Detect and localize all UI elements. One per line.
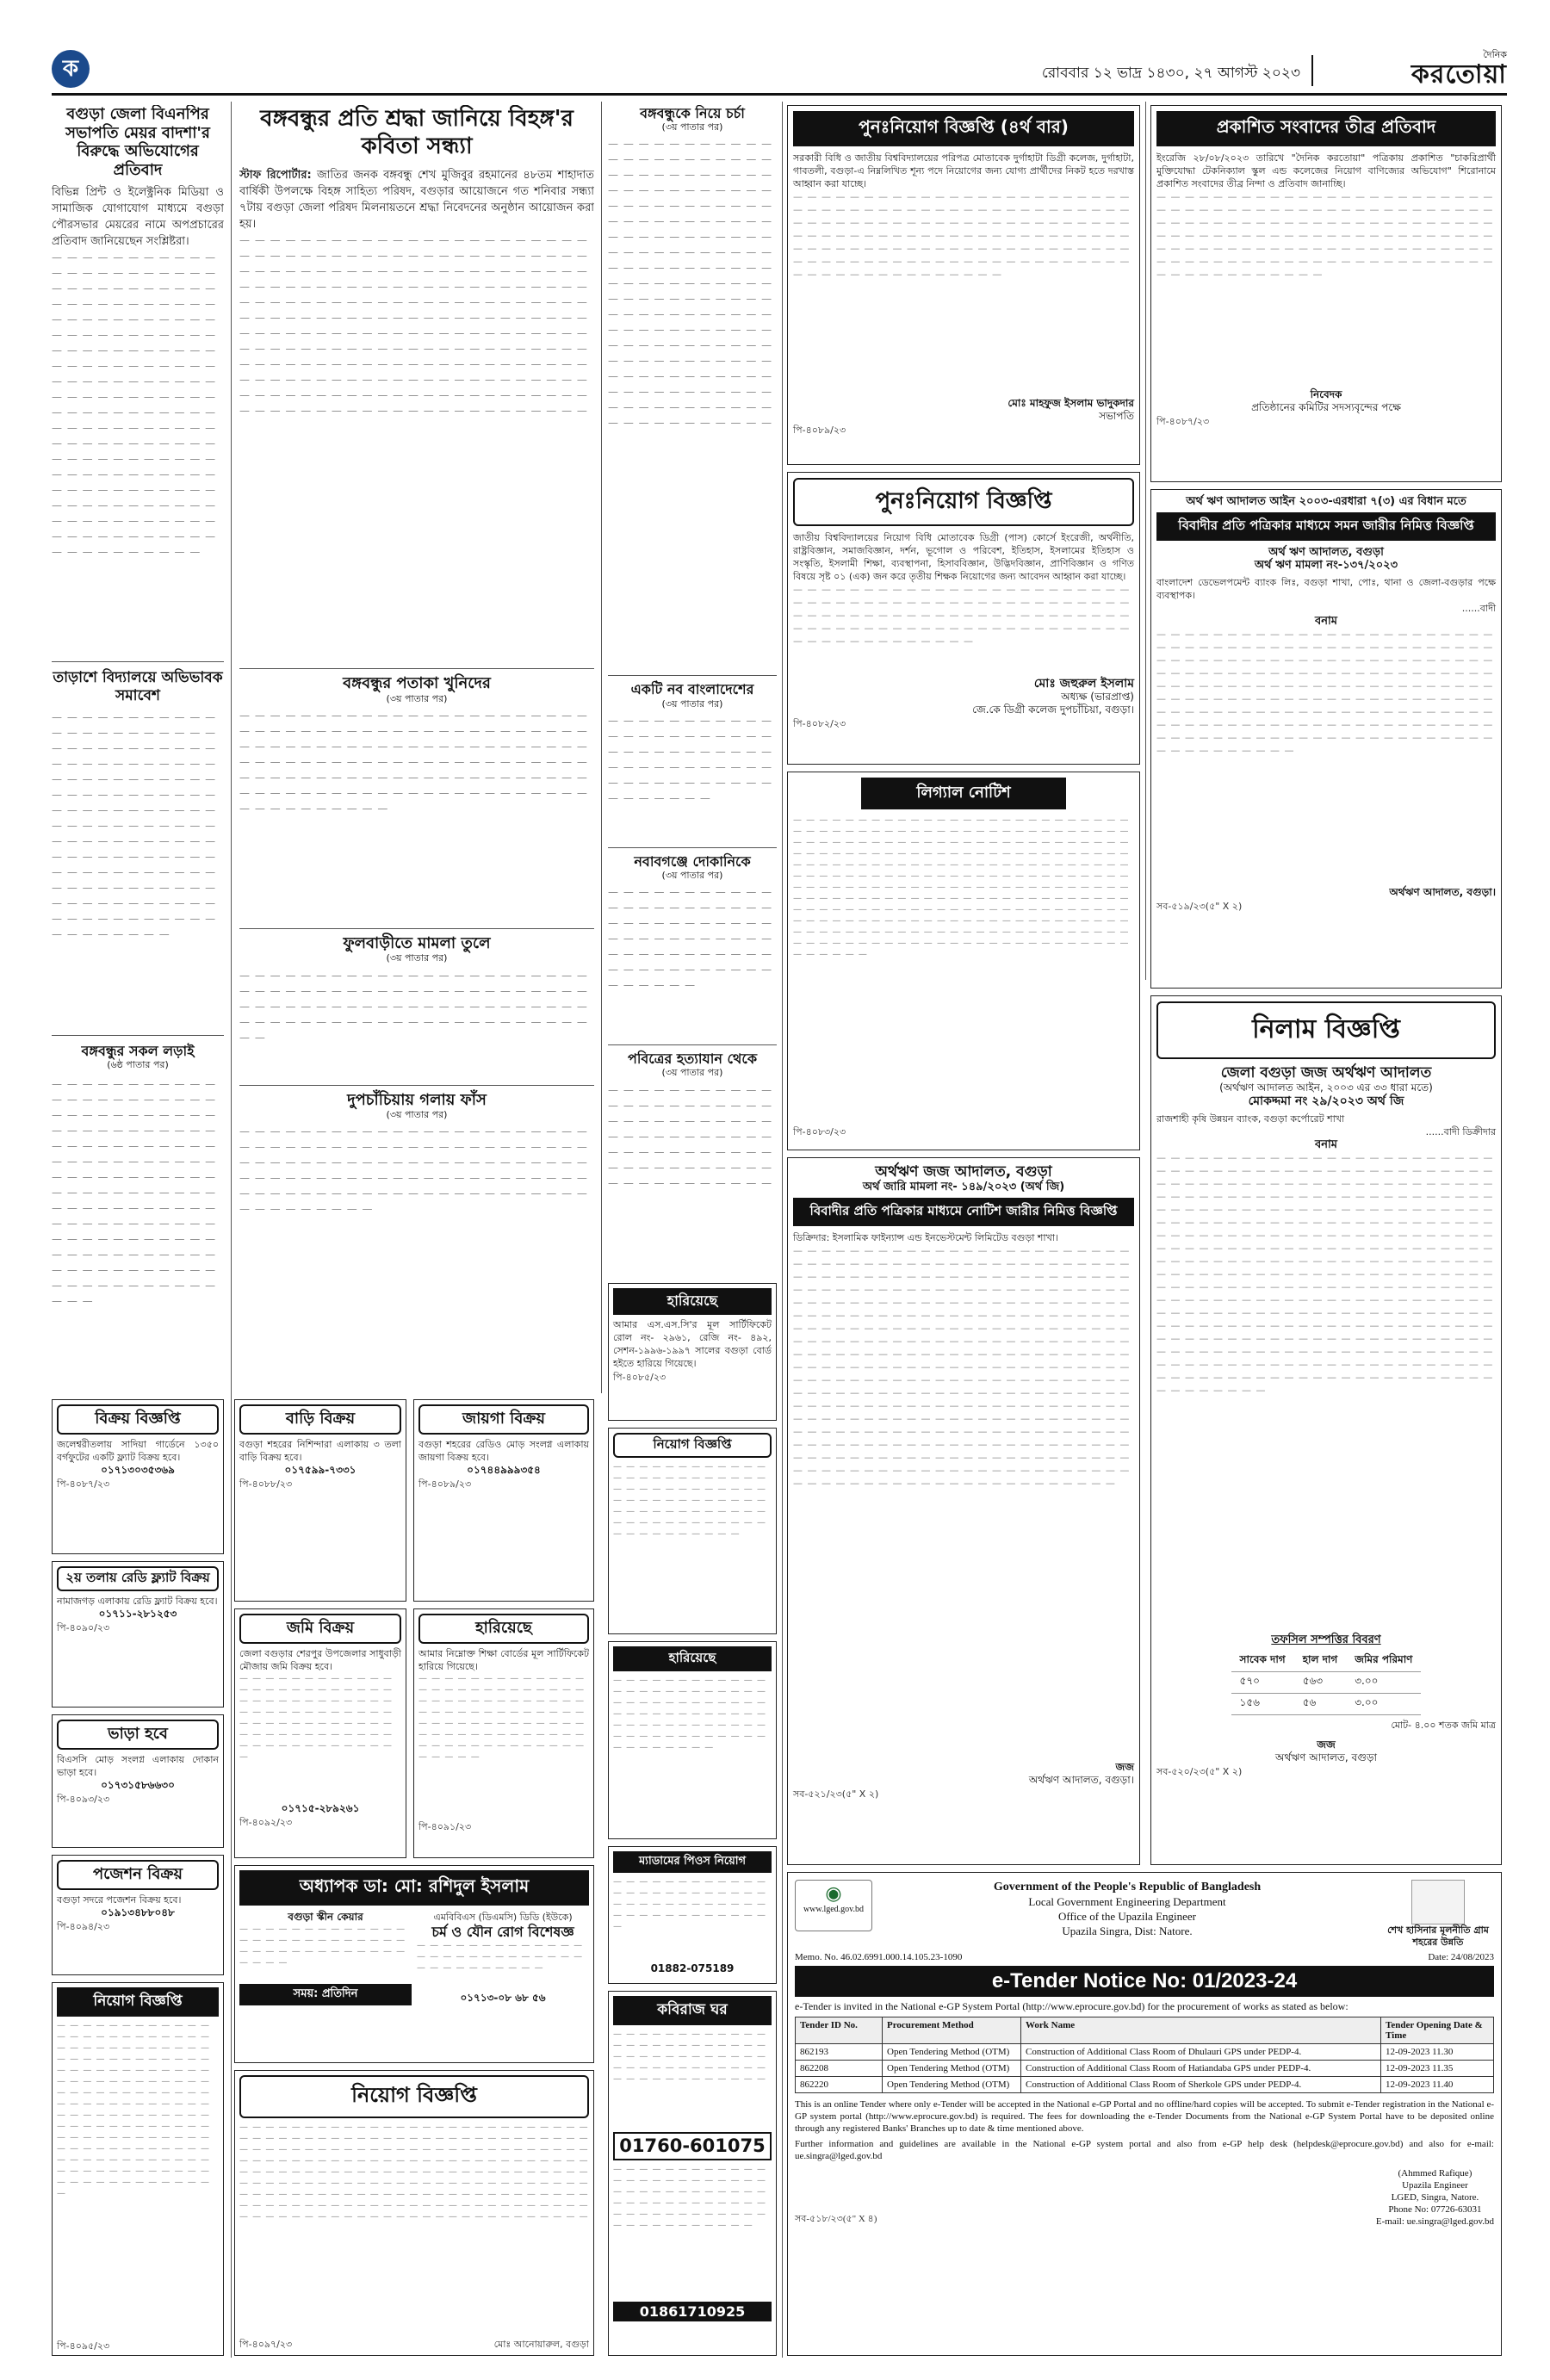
ad-signer: মোঃ জহুরুল ইসলাম (1033, 677, 1134, 691)
ad-jomi-sale: জমি বিক্রয় জেলা বগুড়ার শেরপুর উপজেলার সাধুবাড়ী মৌজায় জমি বিক্রয় হবে। — — — — — — — — — — — — — — — — — — — — — — — — — — — — — — — — — — — — — — — — — — — — — — — — — — — — — — — — — — — — — — — — — — — — — — — — — — — — — — — — — — — — — ০১৭১৫-২৮৯২৬১ পি-৪০৯২/২৩ (234, 1608, 406, 1858)
ad-phone: ০১৯১৩৪৮৮০৪৮ (101, 1906, 175, 1918)
ad-e-tender (787, 1872, 1502, 2356)
headline-nawabganj: নবাবগঞ্জে দোকানিকে (634, 852, 751, 870)
ad-title: বিক্রয় বিজ্ঞপ্তি (57, 1404, 219, 1435)
table-total: মোট- ৪.০০ শতক জমি মাত্র (1391, 1719, 1496, 1731)
signer-title: Upazila Engineer (1402, 2180, 1468, 2191)
ad-signer-title: প্রতিষ্ঠানের কমিটির সদস্যবৃন্দের পক্ষে (1251, 401, 1401, 413)
plaintiff: ডিক্রিদার: ইসলামিক ফাইন্যান্স এন্ড ইনভেস্টমেন্ট লিমিটেড বগুড়া শাখা। (793, 1231, 1058, 1243)
page-header (52, 50, 1507, 96)
ad-code: পি-৪০৮২/২৩ (793, 718, 846, 729)
story-new-bd-body: — — — — — — — — — — — — — — — — — — — — — — — — — — — — — — — — — — — — — — — — — — — — — — — — — — — — — — — — — — — — — — (608, 714, 773, 804)
tender-location: Upazila Singra, Dist: Natore. (1062, 1924, 1193, 1937)
ad-kobiraj: কবিরাজ ঘর — — — — — — — — — — — — — — — — — — — — — — — — — — — — — — — — — — — — — — — — — — — — — — — — — — — — — — — — — — — — 01760-601075 — — — — — — — — — — — — — — — — — — — — — — — — — — — — — — — — — — — — — — — — — — — — — — — — — — — — — — — — — — — — — — — — — — — — — — — 01861710925 (608, 1991, 777, 2356)
ad-code: পি-৪০৮৮/২৩ (239, 1478, 293, 1490)
ad-signer: জজ (1115, 1760, 1134, 1773)
story-bnp-lead: বিভিন্ন প্রিন্ট ও ইলেক্ট্রনিক মিডিয়া ও সামাজিক যোগাযোগ মাধ্যমে বগুড়া পৌরসভার মেয়রের নামে অপপ্রচারের প্রতিবাদ জানিয়েছেন সংশ্লিষ্টরা। (52, 186, 224, 249)
table-cell: 12-09-2023 11.35 (1381, 2061, 1494, 2077)
story-pabitra-body: — — — — — — — — — — — — — — — — — — — — — — — — — — — — — — — — — — — — — — — — — — — — — — — — — — — — — — — — — — — — — — — — — — — — — — — — — — — — — (608, 1083, 773, 1189)
ad-title: ম্যাডামের পিওস নিয়োগ (613, 1851, 772, 1873)
portrait-icon (1411, 1880, 1465, 1924)
court-name: জেলা বগুড়া জজ অর্থঋণ আদালত (1220, 1064, 1432, 1082)
tender-further: Further information and guidelines are available in the National e-GP system portal and also from e-GP help desk (helpdesk@eprocure.gov.bd) and also for e-mail: ue.singra@lged.gov.bd (795, 2139, 1494, 2161)
ad-text: নামাজগড় এলাকায় রেডি ফ্ল্যাট বিক্রয় হবে। (57, 1596, 218, 1607)
ad-job-big: নিয়োগ বিজ্ঞপ্তি — — — — — — — — — — — — — — — — — — — — — — — — — — — — — — — — — — — — — — — — — — — — — — — — — — — — — — — — — — — — — — — — — — — — — — — — — — — — — — — — — — — — — — — — — — — — — — — — — — — — — — — — — — — — — — — — — — — — — — — — — — — — — — — — — — — — — — — — — — — — — — — — — — — — — — — — — — — — — — — — — — — — — — — — — — — — — — — — — — — — — — — — — — — — — — — — — — — — — — — — — — — — — — — — — — — — — — — — — — — — — — — — — — — — — — — — — — — — — — — — — — — পি-৪০৯৭/২৩ মোঃ আনোয়ারুল, বগুড়া (234, 2070, 594, 2356)
continued-from: (৩য় পাতার পর) (661, 869, 723, 881)
ad-banner: বিবাদীর প্রতি পত্রিকার মাধ্যমে নোটিশ জারীর নিমিত্ত বিজ্ঞপ্তি (793, 1198, 1134, 1226)
table-cell: Open Tendering Method (OTM) (883, 2061, 1021, 2077)
table-cell: ১৫৬ (1231, 1693, 1294, 1714)
act-reference: (অর্থঋণ আদালত আইন, ২০০৩ এর ৩৩ ধারা মতে) (1219, 1082, 1433, 1094)
continued-from: (৩য় পাতার পর) (386, 952, 448, 964)
continued-from: (৩য় পাতার পর) (661, 1067, 723, 1079)
tender-note: This is an online Tender where only e-Tender will be accepted in the National e-GP Portal and no offline/hard copies will be accepted. To submit e-Tender registration in the National e-GP system portal (http://www.eprocure.gov.bd) is required. The fees for downloading the e-Tender Documents from the National e-GP System Portal have to be deposited online through any registered Banks' Branches up to date & time mentioned above. (795, 2099, 1494, 2134)
lged-logo-icon: ◉ www.lged.gov.bd (795, 1880, 872, 1931)
ad-code: পি-৪০৮৫/২৩ (613, 1372, 666, 1383)
table-cell: ৫৭০ (1231, 1671, 1294, 1693)
table-row (796, 2044, 1494, 2061)
headline-pabitra: পবিত্রের হত্যাযান থেকে (627, 1051, 758, 1068)
table-cell: 12-09-2023 11.30 (1381, 2044, 1494, 2061)
ad-title: জায়গা বিক্রয় (418, 1404, 589, 1435)
ad-title: নিয়োগ বিজ্ঞপ্তি (239, 2075, 589, 2118)
table-cell: Open Tendering Method (OTM) (883, 2077, 1021, 2093)
tender-office: Office of the Upazila Engineer (1057, 1910, 1197, 1923)
serial-phone: ০১৭১৩-০৮ ৬৮ ৫৬ (460, 1992, 546, 2005)
paper-logo-icon: ক (52, 50, 90, 88)
headline-sports-league: বঙ্গবন্ধুর পতাকা খুনিদের (343, 674, 491, 692)
ad-protest: প্রকাশিত সংবাদের তীব্র প্রতিবাদ ইংরেজি ২৮/০৮/২০২৩ তারিখে "দৈনিক করতোয়া" পত্রিকায় প্রকাশিত "চাকরিপ্রার্থী মুক্তিযোদ্ধা টেকনিক্যাল স্কুল এন্ড কলেজের নিয়োগ বাণিজ্যের অভিযোগ" শিরোনামে প্রকাশিত সংবাদের তীব্র নিন্দা ও প্রতিবাদ জানাচ্ছি। — — — — — — — — — — — — — — — — — — — — — — — — — — — — — — — — — — — — — — — — — — — — — — — — — — — — — — — — — — — — — — — — — — — — — — — — — — — — — — — — — — — — — — — — — — — — — — — — — — — — — — — — — — — — — — — — — — — — — — — — — — — — — — — — — — — — — — — — — — — — — — — — — — — — — — — — — — — — নিবেদক প্রতিষ্ঠানের কমিটির সদস্যবৃন্দের পক্ষে পি-৪০৮৭/২৩ (1150, 105, 1502, 482)
court-name: অর্থঋণ জজ আদালত, বগুড়া (875, 1163, 1052, 1181)
ad-title: পুনঃনিয়োগ বিজ্ঞপ্তি (৪র্থ বার) (793, 111, 1134, 146)
story-bnp-body: — — — — — — — — — — — — — — — — — — — — — — — — — — — — — — — — — — — — — — — — — — — — — — — — — — — — — — — — — — — — — — — — — — — — — — — — — — — — — — — — — — — — — — — — — — — — — — — — — — — — — — — — — — — — — — — — — — — — — — — — — — — — — — — — — — — — — — — — — — — — — — — — — — — — — — — — — — — — — — — — — — — — — — — — — — — — — — — — — — — — — — — — — — — — — — — — — — — — — — — — — — — — — — — — — — — — — — — — — — — (52, 251, 217, 559)
issue-date: রোববার ১২ ভাদ্র ১৪৩০, ২৭ আগস্ট ২০২৩ (1041, 65, 1300, 82)
ad-title: লিগ্যাল নোটিশ (861, 778, 1066, 809)
story-dupchanchia-body: — — — — — — — — — — — — — — — — — — — — — — — — — — — — — — — — — — — — — — — — — — — — — — — — — — — — — — — — — — — — — — — — — — — — — — — — — — — — — — — — — — — — — — — — — — — — — — — — — — — — — — — — — — — — — — — — — — — — — — — — — — — — (239, 1125, 588, 1216)
ad-text: বিএসসি মোড় সংলগ্ন এলাকায় দোকান ভাড়া হবে। (57, 1754, 219, 1778)
table-header-row (796, 2017, 1494, 2044)
role-plaintiff: ......বাদী ডিক্রীদার (1425, 1125, 1496, 1137)
ad-text: জলেশ্বরীতলায় সাদিয়া গার্ডেনে ১৩৫০ বর্গফুটের একটি ফ্ল্যাট বিক্রয় হবে। (57, 1439, 219, 1463)
ad-sale-notice (52, 1399, 224, 1554)
ad-phone-2: 01861710925 (613, 2302, 772, 2321)
ad-code: পি-৪০৯২/২৩ (239, 1817, 293, 1828)
story-tarash-body: — — — — — — — — — — — — — — — — — — — — — — — — — — — — — — — — — — — — — — — — — — — — — — — — — — — — — — — — — — — — — — — — — — — — — — — — — — — — — — — — — — — — — — — — — — — — — — — — — — — — — — — — — — — — — — — — — — — — — — — — — — — — — — — — — — — — — — — — — — — — — — — — — — — — — — — — — — — — — — — — — — (52, 711, 217, 941)
column-rule (1145, 102, 1146, 980)
ad-code: পি-৪০৮৯/২৩ (793, 425, 846, 436)
ad-title: হারিয়েছে (613, 1288, 772, 1315)
signer-email: E-mail: ue.singra@lged.gov.bd (1375, 2216, 1494, 2227)
ad-land-sale (413, 1399, 594, 1602)
ad-possession-sale (52, 1855, 224, 1975)
table-cell: ৩.০০ (1346, 1693, 1421, 1714)
ad-code: সব-৫২১/২৩(৫" X ২) (793, 1788, 879, 1800)
story-chorcha-body: — — — — — — — — — — — — — — — — — — — — — — — — — — — — — — — — — — — — — — — — — — — — — — — — — — — — — — — — — — — — — — — — — — — — — — — — — — — — — — — — — — — — — — — — — — — — — — — — — — — — — — — — — — — — — — — — — — — — — — — — — — — — — — — — — — — — — — — — — — — — — — — — — — — — — — — — — — — — — — — — — — — — — — — — — — — — — — — — — — — — — — — — — — — — — — — — — — — — — — — — — — — — — — — — — (608, 138, 773, 430)
table-cell: ৫৬৩ (1294, 1671, 1347, 1693)
ad-text: ইংরেজি ২৮/০৮/২০২৩ তারিখে "দৈনিক করতোয়া" পত্রিকায় প্রকাশিত "চাকরিপ্রার্থী মুক্তিযোদ্ধা টেকনিক্যাল স্কুল এন্ড কলেজের নিয়োগ বাণিজ্যের অভিযোগ" শিরোনামে প্রকাশিত সংবাদের তীব্র নিন্দা ও প্রতিবাদ জানাচ্ছি। (1156, 152, 1496, 189)
schedule-table (1231, 1651, 1422, 1715)
ad-code: পি-৪০৯১/২৩ (418, 1821, 472, 1832)
role-plaintiff: ......বাদী (1461, 602, 1496, 614)
table-cell: Construction of Additional Class Room of Dhulauri GPS under PEDP-4. (1021, 2044, 1381, 2061)
ad-phone: ০১৭৪৪৯৯৯৩৫৪ (467, 1464, 541, 1476)
ad-text: সরকারী বিধি ও জাতীয় বিশ্ববিদ্যালয়ের পরিপত্র মোতাবেক দুর্গাহাটা ডিগ্রী কলেজ, দুর্গাহাটা, গাবতলী, বগুড়া-এ নিম্নলিখিত শূন্য পদে নিয়োগের জন্য যোগ্য প্রার্থীদের নিকট হতে দরখাস্ত আহ্বান করা যাচ্ছে। (793, 152, 1134, 189)
ad-title: কবিরাজ ঘর (613, 1996, 772, 2025)
ad-title: প্রকাশিত সংবাদের তীব্র প্রতিবাদ (1156, 111, 1496, 146)
table-header-row (1231, 1651, 1422, 1672)
ad-title: বাড়ি বিক্রয় (239, 1404, 401, 1435)
ad-subtitle: অর্থ ঋণ আদালত আইন ২০০৩-এরধারা ৭(৩) এর বিধান মতে (1186, 495, 1466, 508)
ad-text: জাতীয় বিশ্ববিদ্যালয়ের নিয়োগ বিধি মোতাবেক ডিগ্রী (পাস) কোর্সে ইংরেজী, অর্থনীতি, রাষ্ট্রবিজ্ঞান, সমাজবিজ্ঞান, দর্শন, ভূগোল ও পরিবেশ, ইতিহাস, ইসলামের ইতিহাস ও সংস্কৃতি, ইসলামী শিক্ষা, ব্যবস্থাপনা, হিসাববিজ্ঞান, উদ্ভিদবিজ্ঞান, প্রাণিবিজ্ঞান ও গণিত বিষয়ে সৃষ্ট ০১ (এক) জন করে তৃতীয় শিক্ষক নিয়োগের জন্য আবেদন আহ্বান করা যাচ্ছে। (793, 532, 1134, 582)
table-header: Procurement Method (883, 2017, 1021, 2044)
column-1-news (52, 105, 224, 1371)
headline-bnp: বগুড়া জেলা বিএনপির সভাপতি মেয়র বাদশা'র বিরুদ্ধে অভিযোগের প্রতিবাদ (65, 105, 210, 179)
ad-house-sale (234, 1399, 406, 1602)
case-number: অর্থ ঋণ মামলা নং-১৩৭/২০২৩ (1254, 559, 1398, 573)
ad-signer: মোঃ মাহফুজ ইসলাম ভাদুকদার (1008, 397, 1134, 409)
headline-chorcha: বঙ্গবন্ধুকে নিয়ে চর্চা (640, 105, 745, 121)
ad-reappointment: পুনঃনিয়োগ বিজ্ঞপ্তি জাতীয় বিশ্ববিদ্যালয়ের নিয়োগ বিধি মোতাবেক ডিগ্রী (পাস) কোর্সে ইংরেজী, অর্থনীতি, রাষ্ট্রবিজ্ঞান, সমাজবিজ্ঞান, দর্শন, ভূগোল ও পরিবেশ, ইতিহাস, ইসলামের ইতিহাস ও সংস্কৃতি, ইসলামী শিক্ষা, ব্যবস্থাপনা, হিসাববিজ্ঞান, উদ্ভিদবিজ্ঞান, প্রাণিবিজ্ঞান ও গণিত বিষয়ে সৃষ্ট ০১ (এক) জন করে তৃতীয় শিক্ষক নিয়োগের জন্য আবেদন আহ্বান করা যাচ্ছে। — — — — — — — — — — — — — — — — — — — — — — — — — — — — — — — — — — — — — — — — — — — — — — — — — — — — — — — — — — — — — — — — — — — — — — — — — — — — — — — — — — — — — — — — — — — — — — — — — — — — — — — — — — — — — মোঃ জহুরুল ইসলাম অধ্যক্ষ (ভারপ্রাপ্ত) জে.কে ডিগ্রী কলেজ দুপচাঁচিয়া, বগুড়া। পি-৪০৮২/২৩ (787, 472, 1140, 765)
tender-title: e-Tender Notice No: 01/2023-24 (795, 1966, 1494, 1997)
tender-gov: Government of the People's Republic of Bangladesh (993, 1881, 1262, 1893)
table-row (1231, 1671, 1422, 1693)
tender-date: Date: 24/08/2023 (1428, 1952, 1494, 1962)
plaintiff: বাংলাদেশ ডেভেলপমেন্ট ব্যাংক লিঃ, বগুড়া শাখা, পোঃ, থানা ও জেলা-বগুড়ার পক্ষে ব্যবস্থাপক। (1156, 576, 1496, 601)
ad-code: পি-৪০৯৪/২৩ (57, 1921, 110, 1932)
ad-text: বগুড়া সদরে পজেশন বিক্রয় হবে। (57, 1894, 182, 1906)
ad-lost-1 (608, 1283, 777, 1421)
ad-signer: নিবেদক (1310, 388, 1342, 400)
continued-from: (৩য় পাতার পর) (386, 692, 448, 704)
ad-code: পি-৪০৮৭/২৩ (57, 1478, 110, 1490)
ad-signer-2: অর্থঋণ আদালত, বগুড়া (1275, 1751, 1377, 1763)
story-fulbari-body: — — — — — — — — — — — — — — — — — — — — — — — — — — — — — — — — — — — — — — — — — — — — — — — — — — — — — — — — — — — — — — — — — — — — — — — — — — — — — — — — — — — — — — — — — — — — — — (239, 969, 588, 1044)
ad-phone: ০১৭১৩০৩৫৩৬৯ (101, 1464, 175, 1476)
tender-slogan: শেখ হাসিনার মূলনীতি গ্রাম শহরের উন্নতি (1387, 1924, 1489, 1948)
byline: স্টাফ রিপোর্টার: (239, 169, 312, 182)
ad-text: বগুড়া শহরের রেডিও মোড় সংলগ্ন এলাকায় জায়গা বিক্রয় হবে। (418, 1439, 589, 1463)
continued-from: (৩য় পাতার পর) (661, 697, 723, 710)
plaintiff: রাজশাহী কৃষি উন্নয়ন ব্যাংক, বগুড়া কর্পোরেট শাখা (1156, 1113, 1345, 1125)
schedule-label: সময়: প্রতিদিন (239, 1984, 412, 2005)
ad-title: হারিয়েছে (613, 1646, 772, 1671)
ad-phone: ০১৭১১-২৮১২৫৩ (98, 1608, 177, 1620)
table-header: জমির পরিমাণ (1346, 1651, 1421, 1672)
ad-madam-job: ম্যাডামের পিওস নিয়োগ — — — — — — — — — — — — — — — — — — — — — — — — — — — — — — — — — — — — — — — — — — — — — — — — — 01882-075189 (608, 1846, 777, 1984)
column-rule (601, 102, 602, 1393)
schedule-title: তফসিল সম্পত্তির বিবরণ (1271, 1633, 1381, 1647)
ad-signer: জজ (1317, 1738, 1336, 1751)
versus: বনাম (1315, 1137, 1337, 1151)
ad-phone: ০১৭১৫-২৮৯২৬১ (281, 1802, 360, 1814)
ad-doctor: অধ্যাপক ডা: মো: রশিদুল ইসলাম বগুড়া স্কীন কেয়ার — — — — — — — — — — — — — — — — — — — — — — — — — — — — — — — — — — — — — — — — — — — সময়: প্রতিদিন এমবিবিএস (ডিএমসি) ডিডি (ইউকে) চর্ম ও যৌন রোগ বিশেষজ্ঞ — — — — — — — — — — — — — — — — — — — — — — — — — — — — — — — — — — — — ০১৭১৩-০৮ ৬৮ ৫৬ (234, 1865, 594, 2063)
ad-madrasa-job: নিয়োগ বিজ্ঞপ্তি — — — — — — — — — — — — — — — — — — — — — — — — — — — — — — — — — — — — — — — — — — — — — — — — — — — — — — — — — — — — — — — — — — — — — — — — — — — — — — — — — — (608, 1428, 777, 1634)
signer-name: (Ahmmed Rafique) (1398, 2168, 1472, 2179)
tender-table (795, 2017, 1494, 2093)
masthead-prefix: দৈনিক (1483, 49, 1507, 60)
story-sokol-lorai-body: — — — — — — — — — — — — — — — — — — — — — — — — — — — — — — — — — — — — — — — — — — — — — — — — — — — — — — — — — — — — — — — — — — — — — — — — — — — — — — — — — — — — — — — — — — — — — — — — — — — — — — — — — — — — — — — — — — — — — — — — — — — — — — — — — — — — — — — — — — — — — — — — — — — — — — — — — — — — — (52, 1077, 217, 1307)
ad-code: পি-৪০৯৫/২৩ (57, 2340, 110, 2352)
signer-org: LGED, Singra, Natore. (1391, 2192, 1479, 2203)
table-cell: 862220 (796, 2077, 883, 2093)
continued-from: (৬ষ্ঠ পাতার পর) (107, 1059, 169, 1071)
ad-title: নিয়োগ বিজ্ঞপ্তি (57, 1987, 219, 2017)
table-row (1231, 1693, 1422, 1714)
ad-auction: নিলাম বিজ্ঞপ্তি জেলা বগুড়া জজ অর্থঋণ আদালত (অর্থঋণ আদালত আইন, ২০০৩ এর ৩৩ ধারা মতে) মোকদ্দমা নং ২৯/২০২৩ অর্থ জি রাজশাহী কৃষি উন্নয়ন ব্যাংক, বগুড়া কর্পোরেট শাখা ......বাদী ডিক্রীদার বনাম — — — — — — — — — — — — — — — — — — — — — — — — — — — — — — — — — — — — — — — — — — — — — — — — — — — — — — — — — — — — — — — — — — — — — — — — — — — — — — — — — — — — — — — — — — — — — — — — — — — — — — — — — — — — — — — — — — — — — — — — — — — — — — — — — — — — — — — — — — — — — — — — — — — — — — — — — — — — — — — — — — — — — — — — — — — — — — — — — — — — — — — — — — — — — — — — — — — — — — — — — — — — — — — — — — — — — — — — — — — — — — — — — — — — — — — — — — — — — — — — — — — — — — — — — — — — — — — — — — — — — — — — — — — — — — — — — — — — — — — — — — — — — — — — — — — — — — — — — — — — — — — — — — — — — — — — — — — — — — — — — — — — — — — — — — — — — — — — — — — — — — — — — — — — — — — — — — — — — — — — — — — — — — — — — — — — — — — — — — — — — — — — — — — — — — — — — — — — — — — — — — — — — — — — — — — — — — — — — — — — — — — — — — — — — — — — — — — — — — — — তফসিল সম্পত্তির বিবরণ সাবেক দাগ হাল দাগ জমির পরিমাণ ৫৭০ ৫৬৩ ৩.০০ ১৫৬ ৫৬ ৩.০০ মোট- ৪.০০ শতক জমি মাত্র জজ অর্থঋণ আদালত, বগুড়া সব-৫২০/২৩(৫" X ২) (1150, 995, 1502, 1865)
story-poetry-body: — — — — — — — — — — — — — — — — — — — — — — — — — — — — — — — — — — — — — — — — — — — — — — — — — — — — — — — — — — — — — — — — — — — — — — — — — — — — — — — — — — — — — — — — — — — — — — — — — — — — — — — — — — — — — — — — — — — — — — — — — — — — — — — — — — — — — — — — — — — — — — — — — — — — — — — — — — — — — — — — — — — — — — — — — — — — — — — — — — — — — — — — — — — — — — — — — — — — — — — — — — — — — — — — — — — — — — — — — — — — — — — — — — — — — — — — — — — — — — — — — — — — — — — — — — — — — — — — — — — — — — — — — — — — — — — — — — — — (239, 234, 588, 417)
doctor-specialty: চর্ম ও যৌন রোগ বিশেষজ্ঞ (431, 1924, 574, 1940)
ad-phone: ০১৭৩১৫৮৬৬৩০ (101, 1779, 175, 1791)
ad-signer: মোঃ আনোয়ারুল, বগুড়া (493, 2339, 589, 2350)
table-row (796, 2061, 1494, 2077)
table-cell: ৩.০০ (1346, 1671, 1421, 1693)
table-cell: Construction of Additional Class Room of Hatiandaba GPS under PEDP-4. (1021, 2061, 1381, 2077)
masthead (1322, 50, 1507, 90)
tender-memo: Memo. No. 46.02.6991.000.14.105.23-1090 (795, 1952, 963, 1962)
table-cell: Open Tendering Method (OTM) (883, 2044, 1021, 2061)
ad-phone: 01882-075189 (650, 1962, 735, 1974)
ad-signer-title: সভাপতি (1099, 410, 1134, 422)
ad-signer-2: অর্থঋণ আদালত, বগুড়া। (1028, 1773, 1134, 1786)
ad-signer-title: অধ্যক্ষ (ভারপ্রাপ্ত) (1061, 691, 1134, 703)
court-name: অর্থ ঋণ আদালত, বগুড়া (1268, 545, 1384, 559)
masthead-name: করতোয়া (1410, 59, 1507, 90)
ad-lost-3: হারিয়েছে — — — — — — — — — — — — — — — — — — — — — — — — — — — — — — — — — — — — — — — — — — — — — — — — — — — — — — — — — — — — — — — — — — — — — — — — — — — — — — — — (608, 1641, 777, 1839)
table-cell: 862193 (796, 2044, 883, 2061)
ad-text: আমার নিম্নোক্ত শিক্ষা বোর্ডের মূল সার্টিফিকেট হারিয়ে গিয়েছে। (418, 1648, 589, 1672)
ad-text: বগুড়া শহরের নিশিন্দারা এলাকায় ৩ তলা বাড়ি বিক্রয় হবে। (239, 1439, 401, 1463)
header-divider (1311, 55, 1313, 86)
headline-poetry-evening: বঙ্গবন্ধুর প্রতি শ্রদ্ধা জানিয়ে বিহঙ্গ'র কবিতা সন্ধ্যা (260, 106, 574, 159)
ad-job-small: নিয়োগ বিজ্ঞপ্তি — — — — — — — — — — — — — — — — — — — — — — — — — — — — — — — — — — — — — — — — — — — — — — — — — — — — — — — — — — — — — — — — — — — — — — — — — — — — — — — — — — — — — — — — — — — — — — — — — — — — — — — — — — — — — — — — — — — — — — — — — — — — — — — — — — — — — — — — — — — — — — — — — — — — — — — — — — — — — — — — — — — — — — — — — — — — — — — — — — — — — পি-৪০৯৫/২৩ (52, 1982, 224, 2356)
column-rule (231, 102, 232, 2358)
headline-dupchanchia: দুপচাঁচিয়ায় গলায় ফাঁস (347, 1090, 487, 1109)
ad-artha-rin-summons: অর্থ ঋণ আদালত আইন ২০০৩-এরধারা ৭(৩) এর বিধান মতে বিবাদীর প্রতি পত্রিকার মাধ্যমে সমন জারীর নিমিত্ত বিজ্ঞপ্তি অর্থ ঋণ আদালত, বগুড়া অর্থ ঋণ মামলা নং-১৩৭/২০২৩ বাংলাদেশ ডেভেলপমেন্ট ব্যাংক লিঃ, বগুড়া শাখা, পোঃ, থানা ও জেলা-বগুড়ার পক্ষে ব্যবস্থাপক। ......বাদী বনাম — — — — — — — — — — — — — — — — — — — — — — — — — — — — — — — — — — — — — — — — — — — — — — — — — — — — — — — — — — — — — — — — — — — — — — — — — — — — — — — — — — — — — — — — — — — — — — — — — — — — — — — — — — — — — — — — — — — — — — — — — — — — — — — — — — — — — — — — — — — — — — — — — — — — — — — — — — — — — — — — — — — — — — — — — — — — — — — — — — — — — — — — — — — — — — — — — — — — — — — — — — — — — — — — — — — — — — — — — — — — — — — — — — অর্থঋণ আদালত, বগুড়া। সব-৫১৯/২৩(৫" X ২) (1150, 489, 1502, 989)
ad-code: পি-৪০৯০/২৩ (57, 1622, 110, 1633)
story-sports-body: — — — — — — — — — — — — — — — — — — — — — — — — — — — — — — — — — — — — — — — — — — — — — — — — — — — — — — — — — — — — — — — — — — — — — — — — — — — — — — — — — — — — — — — — — — — — — — — — — — — — — — — — — — — — — — — — — — — — — — — — — — — — — — — — — — — — — — — — — — — — — — — — — — — — (239, 709, 588, 815)
ad-title: ভাড়া হবে (57, 1720, 219, 1750)
ad-rent (52, 1714, 224, 1848)
table-header: সাবেক দাগ (1231, 1651, 1294, 1672)
ad-title: ২য় তলায় রেডি ফ্ল্যাট বিক্রয় (57, 1566, 219, 1591)
table-cell: 862208 (796, 2061, 883, 2077)
ad-text: আমার এস.এস.সি'র মূল সার্টিফিকেট রোল নং- ২৯৬১, রেজি নং- ৪৯২, সেশন-১৯৯৬-১৯৯৭ সালের বগুড়া বোর্ড হইতে হারিয়ে গিয়েছে। (613, 1319, 772, 1369)
ad-title: নিয়োগ বিজ্ঞপ্তি (613, 1433, 772, 1458)
lged-web: www.lged.gov.bd (803, 1905, 865, 1914)
doctor-degrees: এমবিবিএস (ডিএমসি) ডিডি (ইউকে) (433, 1912, 573, 1923)
chamber-name: বগুড়া স্কীন কেয়ার (288, 1911, 363, 1923)
doctor-name: অধ্যাপক ডা: মো: রশিদুল ইসলাম (239, 1870, 589, 1906)
ad-code: সব-৫১৯/২৩(৫" X ২) (1156, 901, 1243, 913)
table-cell: ৫৬ (1294, 1693, 1347, 1714)
versus: বনাম (1315, 614, 1337, 628)
ad-text: জেলা বগুড়ার শেরপুর উপজেলার সাধুবাড়ী মৌজায় জমি বিক্রয় হবে। (239, 1648, 401, 1672)
continued-from: (৩য় পাতার পর) (386, 1109, 448, 1121)
table-cell: 12-09-2023 11.40 (1381, 2077, 1494, 2093)
ad-flat-sale (52, 1561, 224, 1708)
ad-code: পি-৪০৮৯/২৩ (418, 1478, 472, 1490)
case-number: মোকদ্দমা নং ২৯/২০২৩ অর্থ জি (1248, 1094, 1404, 1108)
headline-fulbari: ফুলবাড়ীতে মামলা তুলে (343, 933, 491, 952)
ad-code: পি-৪০৯৭/২৩ (239, 2339, 293, 2350)
ad-code: সব-৫২০/২৩(৫" X ২) (1156, 1765, 1243, 1777)
ad-phone: 01760-601075 (613, 2132, 772, 2160)
table-cell: Construction of Additional Class Room of Sherkole GPS under PEDP-4. (1021, 2077, 1381, 2093)
ad-title: জমি বিক্রয় (239, 1614, 401, 1644)
ad-college: জে.কে ডিগ্রী কলেজ দুপচাঁচিয়া, বগুড়া। (972, 703, 1134, 716)
ad-banner: বিবাদীর প্রতি পত্রিকার মাধ্যমে সমন জারীর নিমিত্ত বিজ্ঞপ্তি (1156, 512, 1496, 541)
ad-title: পুনঃনিয়োগ বিজ্ঞপ্তি (793, 478, 1134, 526)
table-header: Tender Opening Date & Time (1381, 2017, 1494, 2044)
continued-from: (৩য় পাতার পর) (661, 121, 723, 133)
tender-intro: e-Tender is invited in the National e-GP System Portal (http://www.eprocure.gov.bd) for the procurement of works as stated as below: (795, 2000, 1348, 2012)
story-nawabganj-body: — — — — — — — — — — — — — — — — — — — — — — — — — — — — — — — — — — — — — — — — — — — — — — — — — — — — — — — — — — — — — — — — — — — — — — — — (608, 886, 773, 992)
headline-new-bangladesh: একটি নব বাংলাদেশের (630, 681, 754, 698)
table-header: Tender ID No. (796, 2017, 883, 2044)
ad-artha-rin-notice: অর্থঋণ জজ আদালত, বগুড়া অর্থ জারি মামলা নং- ১৪৯/২০২৩ (অর্থ জি) বিবাদীর প্রতি পত্রিকার মাধ্যমে নোটিশ জারীর নিমিত্ত বিজ্ঞপ্তি ডিক্রিদার: ইসলামিক ফাইন্যান্স এন্ড ইনভেস্টমেন্ট লিমিটেড বগুড়া শাখা। — — — — — — — — — — — — — — — — — — — — — — — — — — — — — — — — — — — — — — — — — — — — — — — — — — — — — — — — — — — — — — — — — — — — — — — — — — — — — — — — — — — — — — — — — — — — — — — — — — — — — — — — — — — — — — — — — — — — — — — — — — — — — — — — — — — — — — — — — — — — — — — — — — — — — — — — — — — — — — — — — — — — — — — — — — — — — — — — — — — — — — — — — — — — — — — — — — — — — — — — — — — — — — — — — — — — — — — — — — — — — — — — — — — — — — — — — — — — — — — — — — — — — — — — — — — — — — — — — — — — — — — — — — — — — — — — — — — — — — — — — — — — — — — — — — — — — — — — — — — — — — — — — — — — — — — — — — — — — — — — — — — — — — — — — — — — — — — — — — — — — — — — — — — — — — — — — — — — — — — — — — — — — — — — — — — — — — — — — — — — — — — — — — — — — — — — — — — — — — — — — — — — — — — — — — — — — — — — — — — — — — — — — — — — — — — — — — — — — — — — — — — — — — — — — — — — — — — জজ অর্থঋণ আদালত, বগুড়া। সব-৫২১/২৩(৫" X ২) (787, 1157, 1140, 1865)
ad-code: পি-৪০৮৭/২৩ (1156, 416, 1210, 427)
column-3-news (608, 105, 777, 1276)
ad-title: নিলাম বিজ্ঞপ্তি (1156, 1001, 1496, 1059)
ad-code: সব-৫১৮/২৩(৫" X ৪) (795, 2214, 877, 2224)
headline-tarash: তাড়াশে বিদ্যালয়ে অভিভাবক সমাবেশ (53, 669, 223, 704)
column-rule (782, 102, 783, 2358)
table-header: হাল দাগ (1294, 1651, 1347, 1672)
ad-signer: অর্থঋণ আদালত, বগুড়া। (1389, 886, 1496, 899)
ad-reappointment-4th: পুনঃনিয়োগ বিজ্ঞপ্তি (৪র্থ বার) সরকারী বিধি ও জাতীয় বিশ্ববিদ্যালয়ের পরিপত্র মোতাবেক দুর্গাহাটা ডিগ্রী কলেজ, দুর্গাহাটা, গাবতলী, বগুড়া-এ নিম্নলিখিত শূন্য পদে নিয়োগের জন্য যোগ্য প্রার্থীদের নিকট হতে দরখাস্ত আহ্বান করা যাচ্ছে। — — — — — — — — — — — — — — — — — — — — — — — — — — — — — — — — — — — — — — — — — — — — — — — — — — — — — — — — — — — — — — — — — — — — — — — — — — — — — — — — — — — — — — — — — — — — — — — — — — — — — — — — — — — — — — — — — — — — — — — — — — — — — — — — — — — — — — — — — — — — — — — — — — — — — — — — — — — — — — — মোঃ মাহফুজ ইসলাম ভাদুকদার সভাপতি পি-৪০৮৯/২৩ (787, 105, 1140, 465)
headline-sokol-lorai: বঙ্গবন্ধুর সকল লড়াই (81, 1043, 195, 1060)
signer-phone: Phone No: 07726-63031 (1388, 2204, 1482, 2215)
ad-legal-notice: লিগ্যাল নোটিশ — — — — — — — — — — — — — — — — — — — — — — — — — — — — — — — — — — — — — — — — — — — — — — — — — — — — — — — — — — — — — — — — — — — — — — — — — — — — — — — — — — — — — — — — — — — — — — — — — — — — — — — — — — — — — — — — — — — — — — — — — — — — — — — — — — — — — — — — — — — — — — — — — — — — — — — — — — — — — — — — — — — — — — — — — — — — — — — — — — — — — — — — — — — — — — — — — — — — — — — — — — — — — — — — — — — — — — — — — — — — — — — — — — — — — — — — — — — — — — — — — — — — — — — — — — — — — — — — — — — — — — — — — — — — — — — — — — — — — — — — — — — — — — — — — — — — — — — — — — — — — — — — — — — — — — — — — — — — — — পি-৪০৮৩/২৩ (787, 772, 1140, 1150)
table-row (796, 2077, 1494, 2093)
ad-code: পি-৪০৯৩/২৩ (57, 1794, 110, 1805)
table-header: Work Name (1021, 2017, 1381, 2044)
tender-dept: Local Government Engineering Department (1028, 1895, 1226, 1908)
case-number: অর্থ জারি মামলা নং- ১৪৯/২০২৩ (অর্থ জি) (862, 1181, 1065, 1194)
column-2-news (239, 105, 594, 1388)
ad-title: হারিয়েছে (418, 1614, 589, 1644)
story-poetry-lead: জাতির জনক বঙ্গবন্ধু শেখ মুজিবুর রহমানের ৪৮তম শাহাদাত বার্ষিকী উপলক্ষে বিহঙ্গ সাহিত্য পরিষদ, বগুড়ার আয়োজনে গত শনিবার সন্ধ্যা ৭টায় বগুড়া জেলা পরিষদ মিলনায়তনে শ্রদ্ধা নিবেদনের অনুষ্ঠান আয়োজন করা হয়। (239, 169, 594, 231)
ad-lost-2: হারিয়েছে আমার নিম্নোক্ত শিক্ষা বোর্ডের মূল সার্টিফিকেট হারিয়ে গিয়েছে। — — — — — — — — — — — — — — — — — — — — — — — — — — — — — — — — — — — — — — — — — — — — — — — — — — — — — — — — — — — — — — — — — — — — — — — — — — — — — — — — — — — — — — — — — — — — — — — — পি-৪০৯১/২৩ (413, 1608, 594, 1858)
ad-phone: ০১৭৫৯৯-৭৩৩১ (284, 1464, 356, 1476)
ad-code: পি-৪০৮৩/২৩ (793, 1126, 846, 1137)
ad-title: পজেশন বিক্রয় (57, 1860, 219, 1890)
